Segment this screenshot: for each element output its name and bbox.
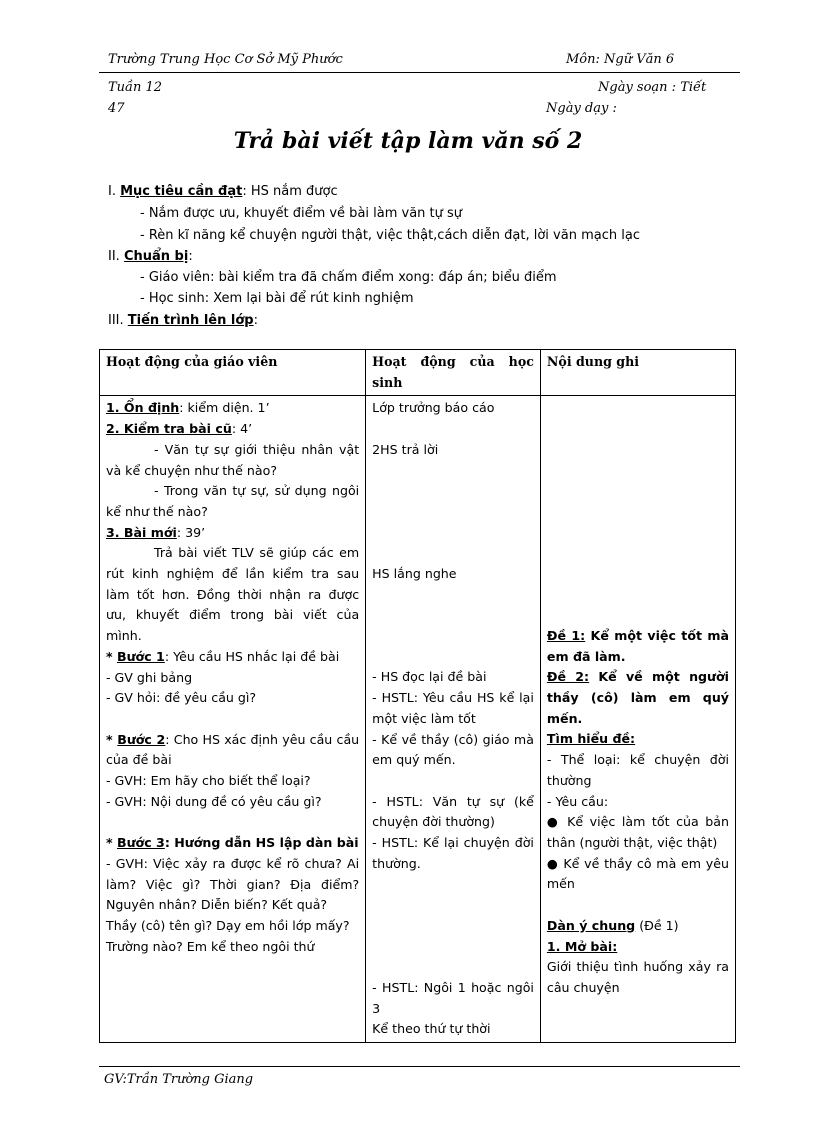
intro-text: Giới thiệu tình huống xảy ra câu chuyện: [546, 959, 729, 995]
header-student: Hoạt động của học sinh: [366, 350, 541, 396]
week-label: Tuần 12: [108, 80, 163, 95]
student-answer: 2HS trả lời: [372, 441, 439, 457]
intro-heading: 1. Mở bài:: [546, 938, 618, 954]
section-1-item: - Rèn kĩ năng kể chuyện người thật, việc thật,cách diễn đạt, lời văn mạch lạc: [140, 228, 640, 243]
analysis-heading: Tìm hiểu đề:: [546, 731, 636, 747]
header-rule: [99, 72, 740, 73]
lesson-number: 47: [108, 101, 125, 116]
review-question: - Văn tự sự giới thiệu nhân vật và kể chuyện như thế nào?: [106, 441, 360, 478]
section-1: I. Mục tiêu cần đạt: HS nắm được: [108, 184, 338, 199]
analysis-bullet: ● Kể việc làm tốt của bản thân (người thật, việc thật): [546, 814, 729, 850]
phase-1-item: - GV ghi bảng: [106, 669, 193, 685]
analysis-item: - Yêu cầu:: [546, 793, 609, 809]
phase-1-item: - GV hỏi: đề yêu cầu gì?: [106, 690, 257, 706]
exam-topic-2: Đề 2: Kể về một người thầy (cô) làm em quý mến.: [546, 669, 729, 726]
section-2-item: - Giáo viên: bài kiểm tra đã chấm điểm xong: đáp án; biểu điểm: [140, 270, 557, 285]
phase-3-item: Thầy (cô) tên gì? Dạy em hồi lớp mấy?: [106, 917, 350, 933]
lesson-table: [99, 349, 736, 1043]
page-title: Trả bài viết tập làm văn số 2: [233, 128, 583, 154]
analysis-item: - Thể loại: kể chuyện đời thường: [546, 752, 729, 788]
phase-2-item: - GVH: Nội dung đề có yêu cầu gì?: [106, 793, 322, 809]
phase-3: * Bước 3: Hướng dẫn HS lập dàn bài: [106, 835, 359, 851]
table-row: [100, 396, 736, 1043]
teacher-name: GV:Trần Trường Giang: [104, 1072, 254, 1087]
step-1: 1. Ổn định: kiểm diện. 1’: [106, 400, 270, 416]
phase-2: * Bước 2: Cho HS xác định yêu cầu cầu của đề bài: [106, 731, 360, 768]
student-answer: - HSTL: Yêu cầu HS kể lại một việc làm tốt: [372, 690, 534, 726]
section-1-item: - Nắm được ưu, khuyết điểm về bài làm văn tự sự: [140, 206, 463, 221]
student-answer: - HSTL: Ngôi 1 hoặc ngôi 3: [372, 979, 534, 1016]
student-answer: - HSTL: Văn tự sự (kể chuyện đời thường): [372, 793, 534, 830]
student-answer: Kể theo thứ tự thời: [372, 1021, 491, 1037]
header-teacher: Hoạt động của giáo viên: [100, 350, 366, 396]
section-3: III. Tiến trình lên lớp:: [108, 313, 258, 328]
prep-date: Ngày soạn : Tiết: [598, 80, 707, 95]
teach-date: Ngày dạy :: [546, 101, 617, 116]
student-column: [366, 396, 541, 1043]
exam-topic-1: Đề 1: Kể một việc tốt mà em đã làm.: [546, 627, 729, 664]
student-answer: - HS đọc lại đề bài: [372, 669, 487, 685]
section-2-item: - Học sinh: Xem lại bài để rút kinh nghiệm: [140, 291, 414, 306]
lesson-intro: Trả bài viết TLV sẽ giúp các em rút kinh nghiệm để lần kiểm tra sau làm tốt hơn. Đồng thời nhận ra được ưu, khuyết điểm trong bài viết của mình.: [106, 545, 360, 644]
student-answer: HS lắng nghe: [372, 565, 457, 581]
analysis-bullet: ● Kể về thầy cô mà em yêu mến: [546, 855, 729, 892]
outline-heading: Dàn ý chung (Đề 1): [546, 917, 679, 933]
content-column: [540, 396, 735, 1043]
review-question: - Trong văn tự sự, sử dụng ngôi kể như thế nào?: [106, 483, 360, 519]
subject-name: Môn: Ngữ Văn 6: [566, 52, 675, 67]
student-answer: - Kể về thầy (cô) giáo mà em quý mến.: [372, 731, 534, 768]
header-content: Nội dung ghi: [540, 350, 735, 396]
teacher-column: [100, 396, 366, 1043]
step-3: 3. Bài mới: 39’: [106, 524, 206, 540]
table-header-row: [100, 350, 736, 396]
step-2: 2. Kiểm tra bài cũ: 4’: [106, 421, 253, 437]
phase-3-item: - GVH: Việc xảy ra được kể rõ chưa? Ai làm? Việc gì? Thời gian? Địa điểm? Nguyên nhân? Diễn biến? Kết quả?: [106, 855, 360, 913]
student-answer: Lớp trưởng báo cáo: [372, 400, 495, 416]
phase-2-item: - GVH: Em hãy cho biết thể loại?: [106, 773, 311, 789]
school-name: Trường Trung Học Cơ Sở Mỹ Phước: [108, 52, 343, 67]
student-answer: - HSTL: Kể lại chuyện đời thường.: [372, 835, 534, 871]
phase-3-item: Trường nào? Em kể theo ngôi thứ: [106, 938, 315, 954]
phase-1: * Bước 1: Yêu cầu HS nhắc lại đề bài: [106, 648, 340, 664]
footer-rule: [99, 1066, 740, 1067]
section-2: II. Chuẩn bị:: [108, 249, 193, 264]
